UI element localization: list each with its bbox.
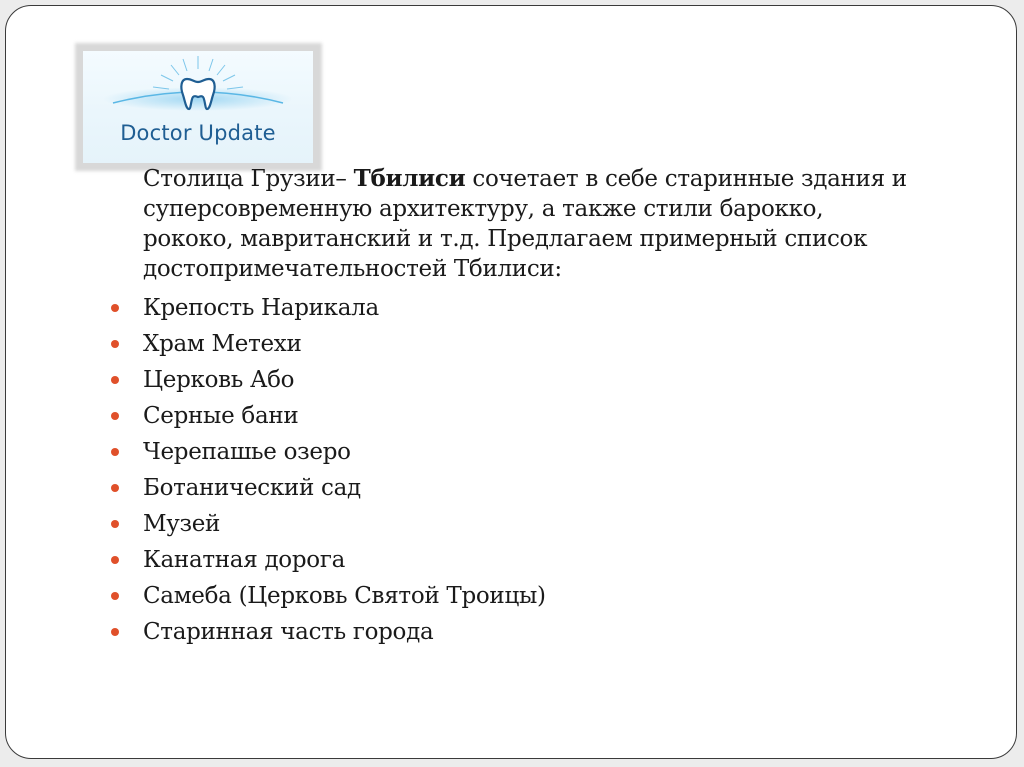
- bullet-icon: [111, 412, 119, 420]
- logo-text: Doctor Update: [120, 121, 276, 145]
- bullet-icon: [111, 520, 119, 528]
- list-item-text: Ботанический сад: [143, 475, 361, 501]
- list-item-text: Самеба (Церковь Святой Троицы): [143, 583, 546, 609]
- bullet-icon: [111, 448, 119, 456]
- bullet-icon: [111, 556, 119, 564]
- intro-city-name: Тбилиси: [353, 165, 466, 192]
- list-item-text: Старинная часть города: [143, 619, 434, 645]
- list-item: [110, 326, 990, 362]
- list-item: [110, 578, 990, 614]
- intro-text-start: Столица Грузии–: [143, 166, 354, 192]
- list-item: [110, 434, 990, 470]
- bullet-icon: [111, 376, 119, 384]
- list-item: [110, 290, 990, 326]
- list-item: [110, 614, 990, 650]
- list-item: [110, 542, 990, 578]
- list-item-text: Серные бани: [143, 403, 299, 429]
- list-item: [110, 362, 990, 398]
- intro-paragraph: [143, 164, 990, 284]
- list-item-text: Черепашье озеро: [143, 439, 351, 465]
- slide-content: [110, 164, 990, 650]
- list-item-text: Крепость Нарикала: [143, 295, 379, 321]
- list-item: [110, 398, 990, 434]
- intro-line-2: суперсовременную архитектуру, а также стили барокко,: [143, 196, 824, 222]
- list-item-text: Музей: [143, 511, 221, 537]
- intro-line-3: рококо, мавританский и т.д. Предлагаем примерный список: [143, 226, 868, 252]
- doctor-update-logo: [83, 51, 313, 163]
- bullet-icon: [111, 304, 119, 312]
- bullet-icon: [111, 484, 119, 492]
- attractions-list: [110, 290, 990, 650]
- bullet-icon: [111, 628, 119, 636]
- intro-text-end: сочетает в себе старинные здания и: [465, 166, 907, 192]
- list-item-text: Канатная дорога: [143, 547, 345, 573]
- list-item-text: Церковь Або: [143, 367, 295, 393]
- list-item: [110, 506, 990, 542]
- bullet-icon: [111, 592, 119, 600]
- bullet-icon: [111, 340, 119, 348]
- list-item-text: Храм Метехи: [143, 331, 302, 357]
- list-item: [110, 470, 990, 506]
- tooth-sunburst-icon: [83, 51, 313, 163]
- intro-line-4: достопримечательностей Тбилиси:: [143, 256, 562, 282]
